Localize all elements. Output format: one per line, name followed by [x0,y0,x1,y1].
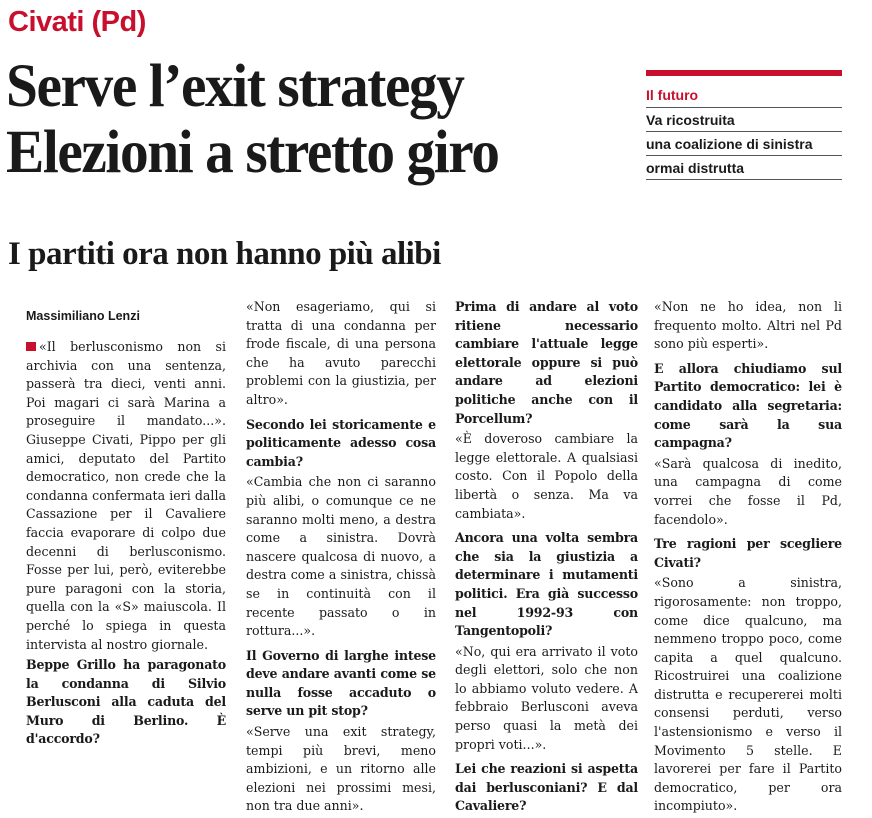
headline [6,54,598,186]
question: Tre ragioni per scegliere Civati? [654,536,842,570]
answer: «No, qui era arrivato il voto degli elettori, solo che non lo abbiamo voluto vedere. A febbraio Berlusconi aveva perso quasi la metà dei propri voti...». [455,643,638,752]
sidebar-line: ormai distrutta [646,156,842,180]
sidebar-label: Il futuro [646,86,842,108]
intro-text: «Il berlusconismo non si archivia con una sentenza, passerà tra dieci, venti anni. Poi magari ci sarà Marina a proseguire il mandato...». Giuseppe Civati, Pippo per gli amici, deputato del Partito democratico, non crede che la condanna confermata ieri dalla Cassazione per il Cavaliere faccia evaporare di colpo due decenni di berlusconismo. Fosse per lui, però, eviterebbe pure paragoni con la storia, quella con la «S» maiuscola. Il perché lo spiega in questa intervista al nostro giornale. [26,339,226,652]
article-column-3 [455,298,638,818]
answer: «Non ne ho idea, non li frequento molto. Altri nel Pd sono più esperti». [654,299,842,352]
question: Ancora una volta sembra che sia la giustizia a determinare i mutamenti politici. Era già successo nel 1992-93 con Tangentopoli? [455,530,638,639]
red-square-icon [26,342,36,351]
answer: «Non esageriamo, qui si tratta di una condanna per frode fiscale, di una persona che ha avuto parecchi problemi con la giustizia, per altro». [246,299,436,407]
article-intro [26,338,226,654]
article-column-1 [26,298,226,751]
sidebar-accent-bar [646,70,842,76]
byline: Massimiliano Lenzi [26,309,140,323]
headline-line-1: Serve l’exit strategy [6,53,464,120]
answer: «Sarà qualcosa di inedito, una campagna di come vorrei che fosse il Pd, facendolo». [654,455,842,527]
subheadline: I partiti ora non hanno più alibi [8,236,441,272]
article-column-4 [654,298,842,818]
article-column-2 [246,298,436,818]
sidebar-box [646,70,842,180]
sidebar-line: Va ricostruita [646,108,842,132]
headline-line-2: Elezioni a stretto giro [6,119,499,186]
question: E allora chiudiamo sul Partito democratico: lei è candidato alla segretaria: come sarà la sua campagna? [654,360,842,451]
answer: «È doveroso cambiare la legge elettorale. A qualsiasi costo. Con il Popolo della libertà o senza. Ma va cambiata». [455,431,638,521]
question: Lei che reazioni si aspetta dai berlusconiani? E dal Cavaliere? [455,761,638,814]
answer: «Cambia che non ci saranno più alibi, o comunque ce ne saranno molti meno, a destra come a sinistra. Dovrà nascere qualcosa di nuovo, a destra come a sinistra, chissà se in continuità con il recente passato o in rottura...». [246,474,436,639]
answer: «Serve una exit strategy, tempi più brevi, meno ambizioni, e un ritorno alle elezioni nei prossimi mesi, non tra due anni». [246,724,436,814]
question: Secondo lei storicamente e politicamente adesso cosa cambia? [246,416,436,469]
sidebar-line: una coalizione di sinistra [646,132,842,156]
question: Il Governo di larghe intese deve andare avanti come se nulla fosse accaduto o serve un pit stop? [246,647,436,719]
question: Prima di andare al voto ritiene necessario cambiare l'attuale legge elettorale oppure si può andare ad elezioni politiche anche con il Porcellum? [455,299,638,426]
question: Beppe Grillo ha paragonato la condanna di Silvio Berlusconi alla caduta del Muro di Berlino. È d'accordo? [26,657,226,747]
answer: «Sono a sinistra, rigorosamente: non troppo, come dice qualcuno, ma nemmeno troppo poco, come capita a quel qualcuno. Ricostruirei una coalizione distrutta e recupererei molti consensi perduti, verso l'astensionismo e verso il Movimento 5 stelle. E lavorerei per fare il Partito democratico, per ora incompiuto». [654,575,842,814]
kicker: Civati (Pd) [8,6,146,38]
